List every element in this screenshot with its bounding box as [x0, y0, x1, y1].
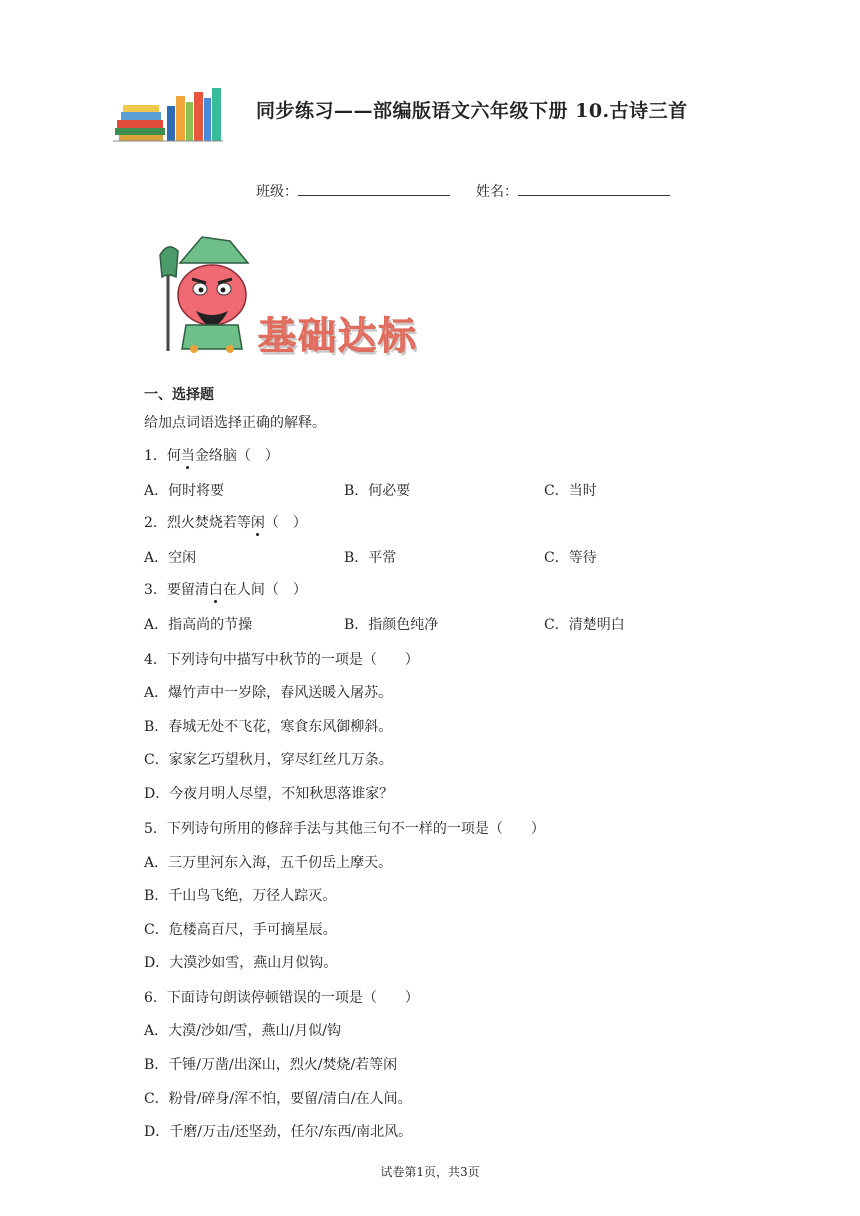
question-6-option-b[interactable]: B．千锤/万凿/出深山，烈火/焚烧/若等闲 — [144, 1057, 398, 1073]
question-6-option-a[interactable]: A．大漠/沙如/雪，燕山/月似/钩 — [144, 1023, 341, 1039]
question-4-option-a[interactable]: A．爆竹声中一岁除，春风送暖入屠苏。 — [144, 685, 393, 701]
question-3-option-c[interactable]: C．清楚明白 — [544, 617, 625, 633]
question-4-option-b[interactable]: B．春城无处不飞花，寒食东风御柳斜。 — [144, 719, 393, 735]
question-5-option-d[interactable]: D．大漠沙如雪，燕山月似钩。 — [144, 955, 338, 971]
question-5-option-c[interactable]: C．危楼高百尺，手可摘星辰。 — [144, 922, 337, 938]
question-1-option-b[interactable]: B．何必要 — [344, 483, 411, 499]
question-5-option-b[interactable]: B．千山鸟飞绝，万径人踪灭。 — [144, 888, 337, 904]
page-title: 同步练习——部编版语文六年级下册 10.古诗三首 — [256, 100, 688, 122]
question-2-option-a[interactable]: A．空闲 — [144, 550, 197, 566]
name-input-line[interactable] — [518, 181, 670, 196]
class-label: 班级： — [256, 184, 298, 200]
section-instruction: 给加点词语选择正确的解释。 — [144, 415, 326, 431]
question-1-option-a[interactable]: A．何时将要 — [144, 483, 225, 499]
question-4-stem: 4．下列诗句中描写中秋节的一项是（ ） — [144, 652, 419, 668]
class-field — [256, 181, 450, 201]
question-6-option-c[interactable]: C．粉骨/碎身/浑不怕，要留/清白/在人间。 — [144, 1091, 412, 1107]
page-footer: 试卷第1页，共3页 — [380, 1165, 480, 1179]
question-1-option-c[interactable]: C．当时 — [544, 483, 597, 499]
question-3-option-a[interactable]: A．指高尚的节操 — [144, 617, 253, 633]
books-logo-icon — [113, 88, 225, 142]
question-1-stem: 1．何当金络脑（ ） — [144, 448, 279, 464]
dotted-word: 闲 — [250, 515, 265, 531]
dotted-word: 白 — [208, 582, 223, 598]
class-input-line[interactable] — [298, 181, 450, 196]
name-label: 姓名： — [476, 184, 518, 200]
question-2-option-b[interactable]: B．平常 — [344, 550, 397, 566]
question-2-stem: 2．烈火焚烧若等闲（ ） — [144, 515, 307, 531]
name-field — [476, 181, 670, 201]
question-6-stem: 6．下面诗句朗读停顿错误的一项是（ ） — [144, 990, 419, 1006]
question-3-option-b[interactable]: B．指颜色纯净 — [344, 617, 439, 633]
question-3-stem: 3．要留清白在人间（ ） — [144, 582, 307, 598]
section-heading: 一、选择题 — [144, 387, 214, 403]
question-5-option-a[interactable]: A．三万里河东入海，五千仞岳上摩天。 — [144, 855, 393, 871]
question-6-option-d[interactable]: D．千磨/万击/还坚劲，任尔/东西/南北风。 — [144, 1124, 413, 1140]
question-5-stem: 5．下列诗句所用的修辞手法与其他三句不一样的一项是（ ） — [144, 821, 545, 837]
banner-title: 基础达标 — [258, 314, 419, 358]
question-4-option-d[interactable]: D．今夜月明人尽望，不知秋思落谁家？ — [144, 786, 394, 802]
question-4-option-c[interactable]: C．家家乞巧望秋月，穿尽红丝几万条。 — [144, 752, 393, 768]
dotted-word: 当 — [180, 448, 195, 464]
cartoon-general-icon — [150, 233, 260, 353]
question-2-option-c[interactable]: C．等待 — [544, 550, 597, 566]
